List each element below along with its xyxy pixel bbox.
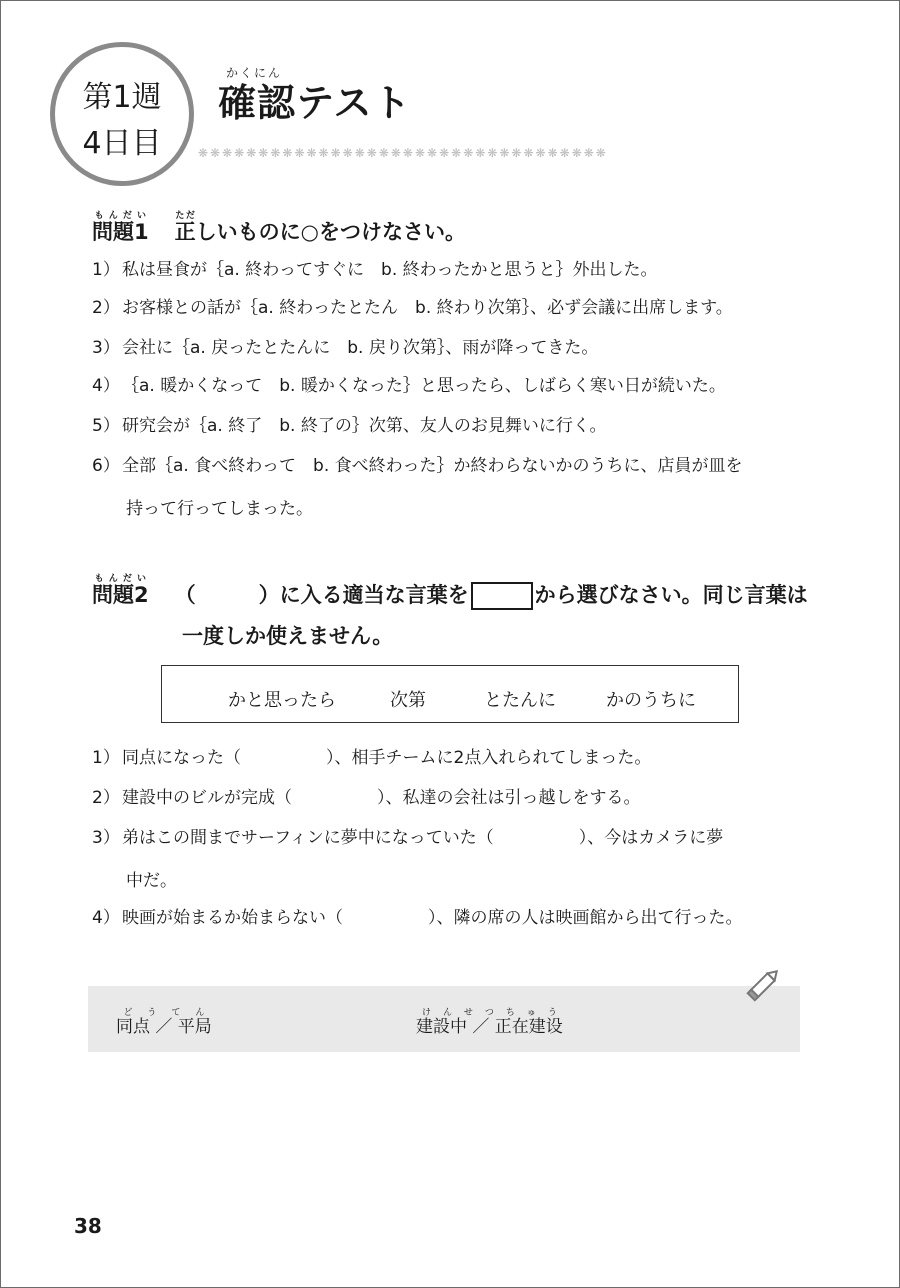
page-title: 確認テスト (218, 81, 412, 125)
pencil-icon (744, 964, 784, 1004)
decorative-flower-row: ❋❋❋❋❋❋❋❋❋❋❋❋❋❋❋❋❋❋❋❋❋❋❋❋❋❋❋❋❋❋❋❋❋❋ (198, 146, 608, 160)
q1-heading (92, 211, 466, 246)
q2-heading (92, 574, 808, 610)
q1-item (92, 414, 606, 438)
item-text: 同点になった（ ）、相手チームに2点入れられてしまった。 (122, 748, 652, 768)
choice-item: かと思ったら (228, 690, 336, 711)
choice-item: 次第 (390, 690, 426, 711)
q1-item (92, 258, 657, 282)
item-text: 映画が始まるか始まらない（ ）、隣の席の人は映画館から出て行った。 (122, 908, 743, 928)
q1-instruction-furigana: ただ (174, 211, 196, 221)
q1-instruction: しいものに○をつけなさい。 (195, 220, 466, 244)
q1-item (92, 454, 742, 478)
q1-label-furigana: もんだい (92, 211, 149, 221)
item-text: 私は昼食が｛a. 終わってすぐに b. 終わったかと思うと｝外出した。 (122, 260, 658, 280)
item-text: お客様との話が｛a. 終わったとたん b. 終わり次第｝、必ず会議に出席します。 (122, 298, 733, 318)
item-number: 3） (92, 338, 120, 358)
item-text: 会社に｛a. 戻ったとたんに b. 戻り次第｝、雨が降ってきた。 (122, 338, 599, 358)
item-number: 1） (92, 260, 120, 280)
q1-item (92, 374, 726, 398)
q1-item (92, 296, 733, 320)
q1-item (92, 336, 598, 360)
title-furigana: かくにん (226, 66, 283, 80)
q2-item-3-continuation: 中だ。 (126, 871, 177, 891)
week-day-badge (50, 42, 194, 186)
q1-label: 問題1 (92, 220, 149, 244)
glossary-furigana: どうてん (116, 1008, 212, 1018)
week-label: 第1週 (82, 80, 162, 115)
item-number: 3） (92, 828, 120, 848)
q2-instruction-part1: （ ）に入る適当な言葉を (174, 583, 469, 607)
q2-item (92, 786, 641, 810)
glossary-furigana: けんせつちゅう (416, 1008, 563, 1018)
item-number: 2） (92, 298, 120, 318)
item-text: 建設中のビルが完成（ ）、私達の会社は引っ越しをする。 (122, 788, 641, 808)
day-label: 4日目 (82, 126, 162, 161)
q2-item (92, 826, 723, 850)
page-number: 38 (74, 1214, 102, 1238)
q1-item-6-continuation: 持って行ってしまった。 (126, 499, 313, 519)
item-number: 5） (92, 416, 120, 436)
q2-instruction-part2: から選びなさい。同じ言葉は (534, 583, 808, 607)
q2-label-furigana: もんだい (92, 574, 149, 584)
item-number: 1） (92, 748, 120, 768)
glossary-term: 同点 ／ 平局 (116, 1017, 212, 1037)
glossary-entry (116, 1008, 212, 1037)
glossary-term: 建設中 ／ 正在建设 (416, 1017, 563, 1037)
item-number: 6） (92, 456, 120, 476)
q2-instruction-part3: 一度しか使えません。 (182, 624, 394, 648)
choice-item: とたんに (484, 690, 556, 711)
item-text: 研究会が｛a. 終了 b. 終了の｝次第、友人のお見舞いに行く。 (122, 416, 607, 436)
choice-item: かのうちに (606, 690, 696, 711)
q2-item (92, 746, 651, 770)
item-number: 2） (92, 788, 120, 808)
q2-item (92, 906, 743, 930)
item-number: 4） (92, 908, 120, 928)
item-text: 弟はこの間までサーフィンに夢中になっていた（ ）、今はカメラに夢 (122, 828, 724, 848)
q2-label: 問題2 (92, 583, 149, 607)
q1-instruction-kanji: 正 (174, 220, 196, 244)
item-text: ｛a. 暖かくなって b. 暖かくなった｝と思ったら、しばらく寒い日が続いた。 (122, 376, 726, 396)
item-text: 全部｛a. 食べ終わって b. 食べ終わった｝か終わらないかのうちに、店員が皿を (122, 456, 743, 476)
item-number: 4） (92, 376, 120, 396)
glossary-entry (416, 1008, 563, 1037)
blank-box-icon (471, 582, 533, 610)
